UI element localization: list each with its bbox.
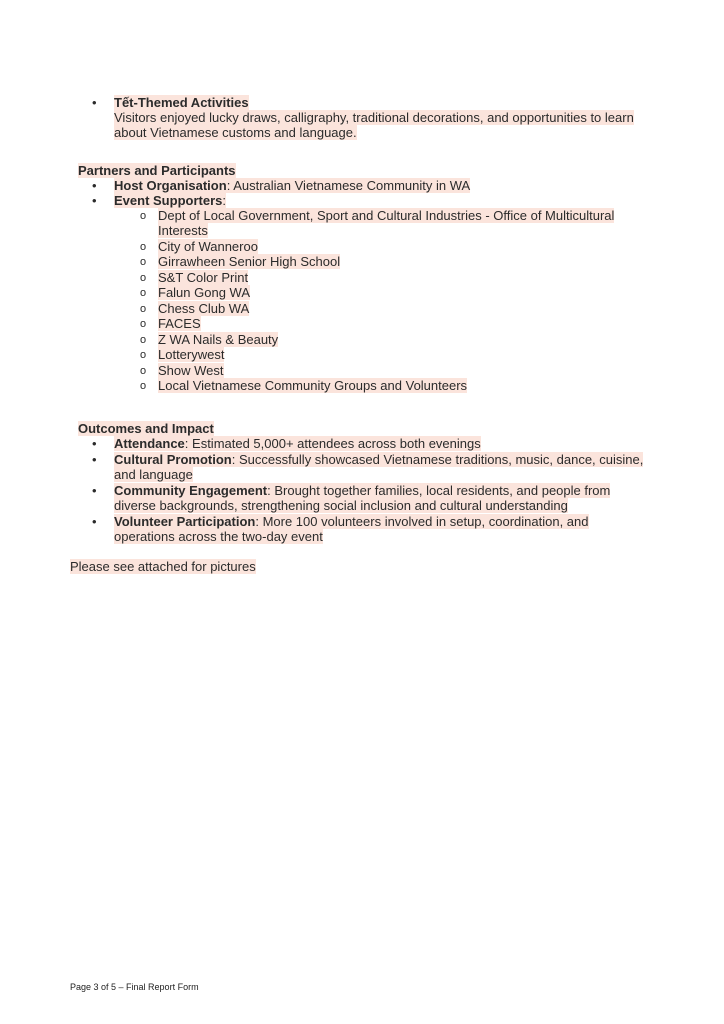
supporter-item: Lotterywest bbox=[158, 347, 225, 362]
community-engagement-label: Community Engagement bbox=[114, 483, 268, 498]
supporter-item: Girrawheen Senior High School bbox=[158, 254, 341, 269]
supporter-item: City of Wanneroo bbox=[158, 239, 258, 254]
circle-bullet-icon: o bbox=[140, 380, 147, 392]
supporter-item: Show West bbox=[158, 363, 224, 378]
circle-bullet-icon: o bbox=[140, 334, 147, 346]
circle-bullet-icon: o bbox=[140, 303, 147, 315]
closing-note: Please see attached for pictures bbox=[70, 559, 256, 574]
attendance-text: : Estimated 5,000+ attendees across both evenings bbox=[184, 436, 481, 451]
host-organisation-label: Host Organisation bbox=[114, 178, 227, 193]
supporter-item: Chess Club WA bbox=[158, 301, 250, 316]
bullet-icon: • bbox=[92, 514, 97, 529]
event-supporters-item: Event Supporters: bbox=[114, 193, 226, 208]
bullet-icon: • bbox=[92, 436, 97, 451]
volunteer-participation-text: : More 100 volunteers involved in setup, coordination, and bbox=[255, 514, 589, 529]
supporter-item: Dept of Local Government, Sport and Cultural Industries - Office of Multicultural bbox=[158, 208, 615, 223]
circle-bullet-icon: o bbox=[140, 210, 147, 222]
host-organisation-value: : Australian Vietnamese Community in WA bbox=[226, 178, 471, 193]
supporter-item: Z WA Nails & Beauty bbox=[158, 332, 279, 347]
tet-activities-text-line2: about Vietnamese customs and language. bbox=[114, 125, 357, 140]
attendance-label: Attendance bbox=[114, 436, 185, 451]
tet-activities-text-line1: Visitors enjoyed lucky draws, calligraphy, traditional decorations, and opportunities to learn bbox=[114, 110, 634, 125]
volunteer-participation-text-cont: operations across the two-day event bbox=[114, 529, 323, 544]
bullet-icon: • bbox=[92, 452, 97, 467]
volunteer-participation-item bbox=[114, 514, 589, 530]
community-engagement-text-cont: diverse backgrounds, strengthening social inclusion and cultural understanding bbox=[114, 498, 568, 513]
bullet-icon: • bbox=[92, 193, 97, 208]
circle-bullet-icon: o bbox=[140, 365, 147, 377]
event-supporters-label: Event Supporters bbox=[114, 193, 223, 208]
attendance-item bbox=[114, 436, 481, 452]
circle-bullet-icon: o bbox=[140, 256, 147, 268]
circle-bullet-icon: o bbox=[140, 272, 147, 284]
host-organisation-item bbox=[114, 178, 470, 194]
volunteer-participation-label: Volunteer Participation bbox=[114, 514, 256, 529]
partners-heading: Partners and Participants bbox=[78, 163, 236, 178]
bullet-icon: • bbox=[92, 178, 97, 193]
tet-activities-item bbox=[114, 95, 249, 111]
cultural-promotion-text: : Successfully showcased Vietnamese traditions, music, dance, cuisine, bbox=[231, 452, 644, 467]
bullet-icon: • bbox=[92, 483, 97, 498]
circle-bullet-icon: o bbox=[140, 241, 147, 253]
tet-activities-title: Tết-Themed Activities bbox=[114, 95, 249, 110]
page-footer: Page 3 of 5 – Final Report Form bbox=[70, 982, 199, 992]
community-engagement-item bbox=[114, 483, 610, 499]
circle-bullet-icon: o bbox=[140, 318, 147, 330]
supporter-item: Local Vietnamese Community Groups and Volunteers bbox=[158, 378, 468, 393]
cultural-promotion-item bbox=[114, 452, 643, 468]
circle-bullet-icon: o bbox=[140, 349, 147, 361]
cultural-promotion-label: Cultural Promotion bbox=[114, 452, 232, 467]
supporter-item: FACES bbox=[158, 316, 201, 331]
supporter-item: S&T Color Print bbox=[158, 270, 249, 285]
cultural-promotion-text-cont: and language bbox=[114, 467, 193, 482]
circle-bullet-icon: o bbox=[140, 287, 147, 299]
bullet-icon: • bbox=[92, 95, 97, 110]
supporter-item: Interests bbox=[158, 223, 208, 238]
outcomes-heading: Outcomes and Impact bbox=[78, 421, 214, 436]
supporter-item: Falun Gong WA bbox=[158, 285, 251, 300]
community-engagement-text: : Brought together families, local residents, and people from bbox=[267, 483, 611, 498]
